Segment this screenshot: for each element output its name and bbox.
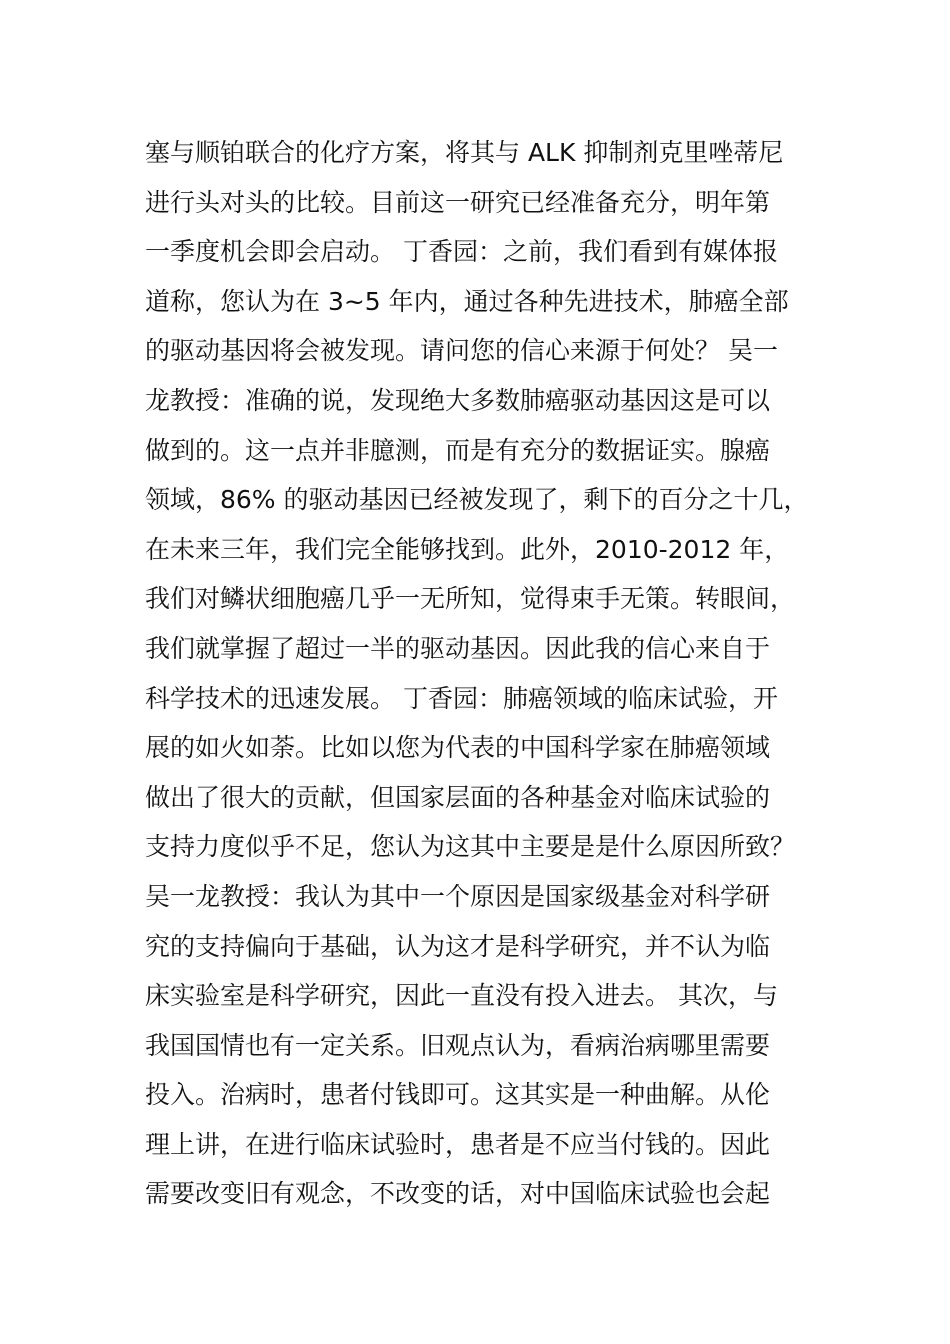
- text-line: 投入。治病时，患者付钱即可。这其实是一种曲解。从伦: [145, 1080, 771, 1110]
- text-line: 科学技术的迅速发展。 丁香园：肺癌领域的临床试验，开: [145, 683, 778, 713]
- text-line: 道称，您认为在 3~5 年内，通过各种先进技术，肺癌全部: [145, 286, 789, 316]
- text-line: 支持力度似乎不足，您认为这其中主要是是什么原因所致？: [145, 832, 796, 862]
- text-line: 床实验室是科学研究，因此一直没有投入进去。 其次，与: [145, 981, 778, 1011]
- text-line: 我们对鳞状细胞癌几乎一无所知，觉得束手无策。转眼间，: [145, 584, 796, 614]
- text-line: 领域，86% 的驱动基因已经被发现了，剩下的百分之十几，: [145, 485, 809, 515]
- text-line: 龙教授：准确的说，发现绝大多数肺癌驱动基因这是可以: [145, 385, 771, 415]
- text-line: 吴一龙教授：我认为其中一个原因是国家级基金对科学研: [145, 881, 771, 911]
- text-line: 理上讲，在进行临床试验时，患者是不应当付钱的。因此: [145, 1129, 771, 1159]
- text-line: 在未来三年，我们完全能够找到。此外，2010-2012 年，: [145, 534, 790, 564]
- text-line: 做出了很大的贡献，但国家层面的各种基金对临床试验的: [145, 782, 771, 812]
- text-line: 展的如火如荼。比如以您为代表的中国科学家在肺癌领域: [145, 733, 771, 763]
- text-line: 做到的。这一点并非臆测，而是有充分的数据证实。腺癌: [145, 435, 771, 465]
- text-line: 我们就掌握了超过一半的驱动基因。因此我的信心来自于: [145, 633, 771, 663]
- text-line: 的驱动基因将会被发现。请问您的信心来源于何处？ 吴一: [145, 336, 778, 366]
- text-line: 塞与顺铂联合的化疗方案，将其与 ALK 抑制剂克里唑蒂尼: [145, 138, 784, 167]
- text-line: 究的支持偏向于基础，认为这才是科学研究，并不认为临: [145, 931, 771, 961]
- text-line: 需要改变旧有观念，不改变的话，对中国临床试验也会起: [145, 1179, 771, 1209]
- text-line: 进行头对头的比较。目前这一研究已经准备充分，明年第: [145, 187, 771, 217]
- text-line: 一季度机会即会启动。 丁香园：之前，我们看到有媒体报: [145, 237, 778, 267]
- text-line: 我国国情也有一定关系。旧观点认为，看病治病哪里需要: [145, 1030, 771, 1060]
- body-text: [145, 128, 825, 1219]
